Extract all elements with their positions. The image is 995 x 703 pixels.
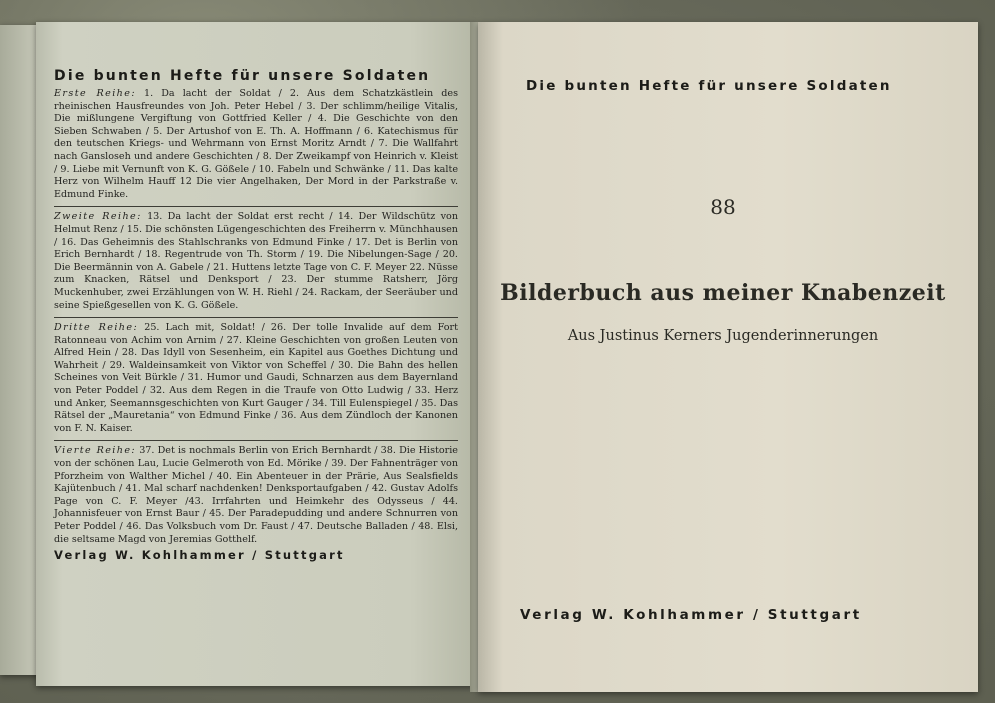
- book-subtitle: Aus Justinus Kerners Jugenderinnerungen: [567, 328, 879, 344]
- series-list-4: [54, 445, 458, 546]
- series-text: 1. Da lacht der Soldat / 2. Aus dem Schatzkästlein des rheinischen Hausfreundes von Joh. Peter Hebel / 3. Der schlimm/heilige Vitalis, Die mißlungene Vergiftung von Gottfried Keller / 4. Die Geschichte von den Sieben Schwaben / 5. Der Artushof von E. Th. A. Hoffmann / 6. Katechismus für den teutschen Kriegs- und Wehrmann von Ernst Moritz Arndt / 7. Die Wallfahrt nach Gansloseh und andere Geschichten / 8. Der Zweikampf von Heinrich v. Kleist / 9. Liebe mit Vernunft von K. G. Gößele / 10. Fabeln und Schwänke / 11. Das kalte Herz von Wilhelm Hauff 12 Die vier Angelhaken, Der Mord in der Parkstraße v. Edmund Finke.: [54, 88, 458, 200]
- series-name: Erste Reihe:: [54, 88, 136, 99]
- title-page-publisher: Verlag W. Kohlhammer / Stuttgart: [520, 607, 862, 623]
- series-list-2: [54, 211, 458, 318]
- left-page-publisher: Verlag W. Kohlhammer / Stuttgart: [54, 548, 345, 563]
- series-list-1: [54, 88, 458, 207]
- left-page-header: Die bunten Hefte für unsere Soldaten: [54, 68, 431, 84]
- volume-number: 88: [710, 195, 736, 219]
- series-name: Vierte Reihe:: [54, 445, 137, 457]
- series-name: Dritte Reihe:: [54, 322, 139, 334]
- book-title: Bilderbuch aus meiner Knabenzeit: [500, 280, 946, 306]
- series-text: 25. Lach mit, Soldat! / 26. Der tolle Invalide auf dem Fort Ratonneau von Achim von Arnim / 27. Kleine Geschichten von großen Leuten von Alfred Hein / 28. Das Idyll von Sesenheim, ein Kapitel aus Goethes Dichtung und Wahrheit / 29. Waldeinsamkeit von Viktor von Scheffel / 30. Die Bahn des hellen Scheines von Veit Bürkle / 31. Humor und Gaudi, Schnarzen aus dem Bayernland von Peter Poddel / 32. Aus dem Regen in die Traufe von Otto Ludwig / 33. Herz und Anker, Seemannsgeschichten von Kurt Gauger / 34. Till Eulenspiegel / 35. Das Rätsel der „Mauretania“ von Edmund Finke / 36. Aus dem Zündloch der Kanonen von F. N. Kaiser.: [54, 322, 458, 434]
- series-text: 13. Da lacht der Soldat erst recht / 14. Der Wildschütz von Helmut Renz / 15. Die schönsten Lügengeschichten des Freiherrn v. Münchhausen / 16. Das Geheimnis des Stahlschranks von Edmund Finke / 17. Det is Berlin von Erich Bernhardt / 18. Regentrude von Th. Storm / 19. Die Nibelungen-Sage / 20. Die Beermännin von A. Gabele / 21. Huttens letzte Tage von C. F. Meyer 22. Nüsse zum Knacken, Rätsel und Denksport / 23. Der stumme Ratsherr, Jörg Muckenhuber, zwei Erzählungen von W. H. Riehl / 24. Rackam, der Seeräuber und seine Spießgesellen von K. G. Gößele.: [54, 211, 458, 311]
- title-page: [478, 22, 978, 692]
- series-name: Zweite Reihe:: [54, 211, 142, 223]
- series-text: 37. Det is nochmals Berlin von Erich Bernhardt / 38. Die Historie von der schönen Lau, Lucie Gelmeroth von Ed. Mörike / 39. Der Fahnenträger von Pforzheim von Walther Michel / 40. Ein Abenteuer in der Prärie, Aus Sealsfields Kajütenbuch / 41. Mal scharf nachdenken! Denksportaufgaben / 42. Gustav Adolfs Page von C. F. Meyer /43. Irrfahrten und Heimkehr des Odysseus / 44. Johannisfeuer von Ernst Baur / 45. Der Paradepudding und andere Schnurren von Peter Poddel / 46. Das Volksbuch vom Dr. Faust / 47. Deutsche Balladen / 48. Elsi, die seltsame Magd von Jeremias Gotthelf.: [54, 445, 458, 545]
- title-page-header: Die bunten Hefte für unsere Soldaten: [526, 78, 892, 94]
- left-page: [36, 22, 476, 686]
- series-list-3: [54, 322, 458, 441]
